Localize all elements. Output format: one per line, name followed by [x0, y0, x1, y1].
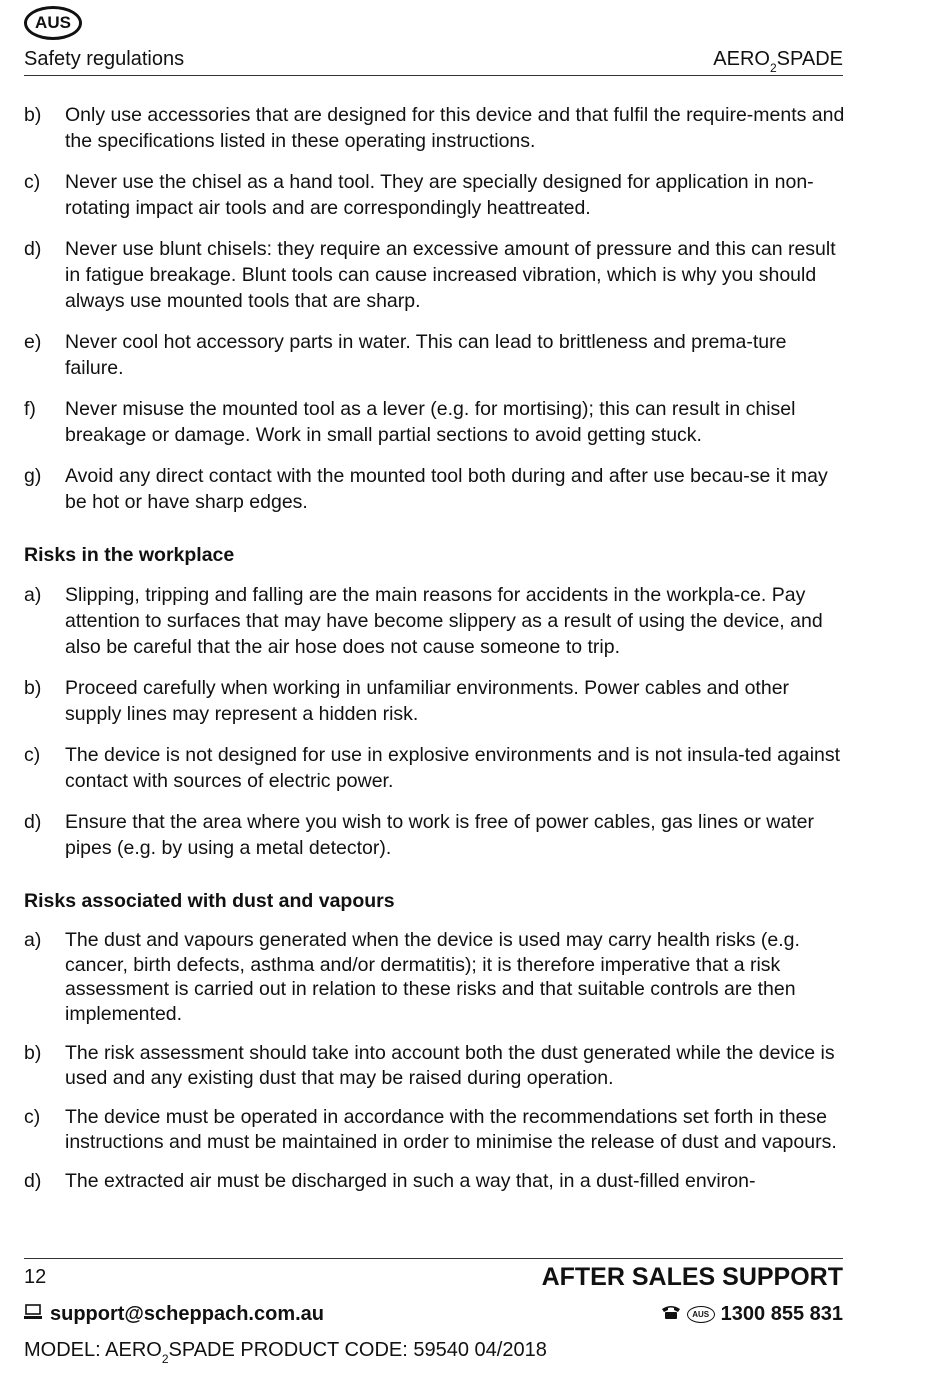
workplace-heading: Risks in the workplace: [24, 544, 235, 566]
dust-heading: Risks associated with dust and vapours: [24, 890, 395, 912]
aus-small-badge: AUS: [687, 1306, 715, 1323]
list-item: g) Avoid any direct contact with the mounted tool both during and after use becau-se it may be hot or have sharp edges.: [24, 465, 828, 513]
email-text[interactable]: support@scheppach.com.au: [50, 1303, 324, 1325]
list-item: c) The device is not designed for use in explosive environments and is not insula-ted against contact with sources of electric power.: [24, 744, 841, 792]
list-item: b) Only use accessories that are designed for this device and that fulfil the require-ments and the specifications listed in these operating instructions.: [24, 104, 845, 152]
telephone-icon: [661, 1303, 681, 1326]
page-number: 12: [24, 1266, 47, 1288]
phone-number[interactable]: 1300 855 831: [720, 1303, 843, 1325]
intro-list: [24, 102, 846, 515]
workplace-list: [24, 582, 846, 861]
support-email[interactable]: [24, 1303, 324, 1326]
list-item: c) Never use the chisel as a hand tool. They are specially designed for application in non-rotating impact air tools and are correspondingly heattreated.: [24, 171, 814, 219]
list-item: d) Never use blunt chisels: they require an excessive amount of pressure and this can result in fatigue breakage. Blunt tools can cause increased vibration, which is why you should always use mounted tools that are sharp.: [24, 238, 836, 312]
list-item: b) Proceed carefully when working in unfamiliar environments. Power cables and other supply lines may represent a hidden risk.: [24, 677, 790, 725]
list-item: b) The risk assessment should take into account both the dust generated while the device is used and any existing dust that may be raised during operation.: [24, 1042, 835, 1089]
model-info: MODEL: $AERO_2SPADE$ PRODUCT CODE: 59540 04/2018: [24, 1339, 547, 1366]
list-item: a) Slipping, tripping and falling are the main reasons for accidents in the workpla-ce. Pay attention to surfaces that may have become slippery as a result of using the device, and also be careful that the air hose does not cause someone to trip.: [24, 584, 823, 658]
page-content: [24, 102, 846, 1209]
list-item: d) Ensure that the area where you wish to work is free of power cables, gas lines or water pipes (e.g. by using a metal detector).: [24, 811, 814, 859]
header-divider: [24, 75, 843, 76]
support-phone[interactable]: [661, 1303, 843, 1326]
product-name: $AERO_2SPADE$: [713, 48, 843, 75]
dust-list: [24, 928, 846, 1194]
list-item: a) The dust and vapours generated when the device is used may carry health risks (e.g. cancer, birth defects, asthma and/or dermatitis); it is therefore imperative that a risk assessment is carried out in relation to these risks and that suitable controls are then implemented.: [24, 929, 800, 1025]
list-item: f) Never misuse the mounted tool as a lever (e.g. for mortising); this can result in chisel breakage or damage. Work in small partial sections to avoid getting stuck.: [24, 398, 796, 446]
after-sales-title: AFTER SALES SUPPORT: [541, 1263, 843, 1291]
list-item: c) The device must be operated in accordance with the recommendations set forth in these instructions and must be maintained in order to minimise the release of dust and vapours.: [24, 1106, 837, 1153]
list-item: e) Never cool hot accessory parts in water. This can lead to brittleness and prema-ture failure.: [24, 331, 787, 379]
aus-logo-badge: AUS: [24, 6, 82, 40]
section-title: Safety regulations: [24, 48, 185, 70]
computer-icon: [24, 1303, 42, 1326]
footer-divider: [24, 1258, 843, 1259]
list-item: d) The extracted air must be discharged in such a way that, in a dust-filled environ-: [24, 1170, 756, 1192]
